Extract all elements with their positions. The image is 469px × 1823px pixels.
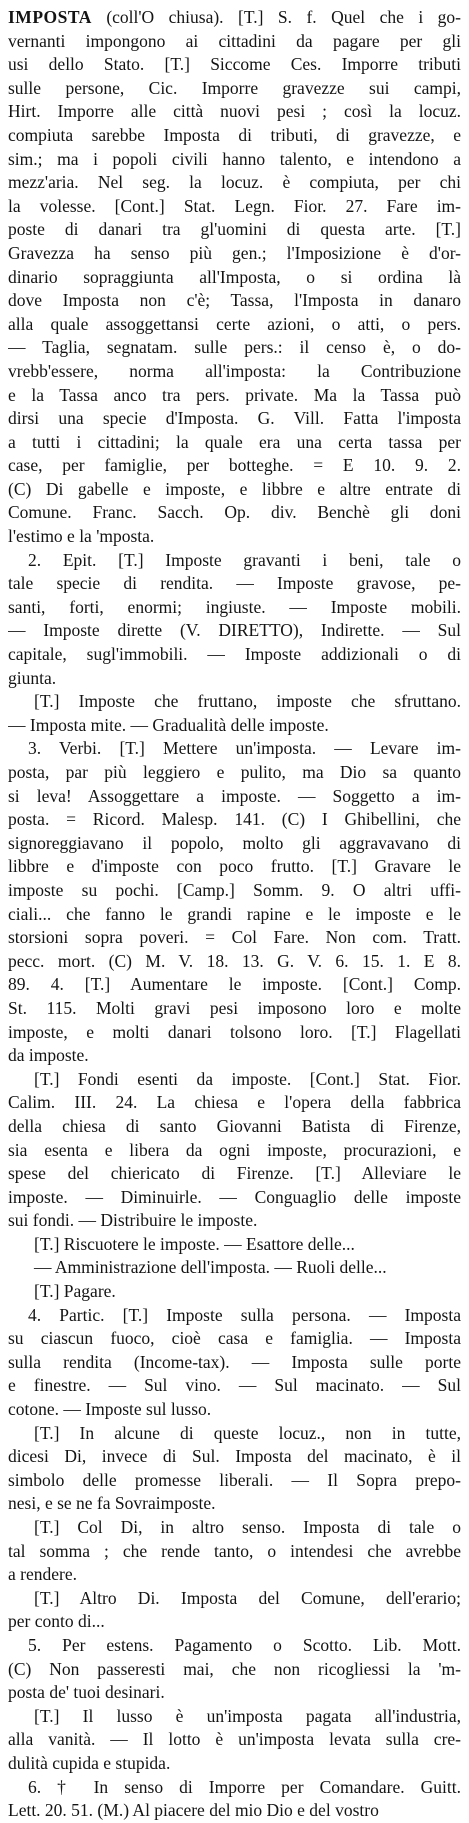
entry-line: santi, forti, enormi; ingiuste. — Imposte mobili.	[8, 596, 461, 617]
entry-line-text: (coll'O chiusa). [T.] S. f. Quel che i go-	[91, 7, 461, 27]
entry-line: su ciascun fuoco, cioè casa e famiglia. — Imposta	[8, 1328, 461, 1349]
entry-line: per conto di...	[8, 1611, 105, 1632]
entry-line: posta de' tuoi desinari.	[8, 1682, 165, 1703]
entry-line: Hirt. Imporre alle città nuovi pesi ; così la locuz.	[8, 101, 461, 122]
entry-line: imposte, e molti danari tolsono loro. [T.] Flagellati	[8, 1021, 461, 1042]
entry-line: dulità cupida e stupida.	[8, 1752, 171, 1773]
entry-line: pecc. mort. (C) M. V. 18. 13. G. V. 6. 15. 1. E 8.	[8, 950, 461, 971]
entry-line: sulle persone, Cic. Imporre gravezze sui campi,	[8, 77, 461, 98]
entry-line: imposte. — Diminuirle. — Conguaglio delle imposte	[8, 1186, 461, 1207]
entry-line: [T.] In alcune di queste locuz., non in tutte,	[34, 1422, 461, 1443]
entry-line: poste di danari tra gl'uomini di questa arte. [T.]	[8, 219, 461, 240]
entry-line: 89. 4. [T.] Aumentare le imposte. [Cont.] Comp.	[8, 974, 461, 995]
entry-line: imposte su pochi. [Camp.] Somm. 9. O altri uffi-	[8, 879, 461, 900]
entry-line: sim.; ma i popoli civili hanno talento, e intendono a	[8, 148, 461, 169]
entry-line: ciali... che fanno le grandi rapine e le imposte e le	[8, 903, 461, 924]
entry-line: — Amministrazione dell'imposta. — Ruoli delle...	[34, 1257, 387, 1278]
entry-line: tale specie di rendita. — Imposte gravose, pe-	[8, 573, 461, 594]
entry-line: Comune. Franc. Sacch. Op. div. Benchè gli doni	[8, 502, 461, 523]
entry-line: (C) Di gabelle e imposte, e libbre e altre entrate di	[8, 478, 461, 499]
entry-line: compiuta sarebbe Imposta di tributi, di gravezze, e	[8, 124, 461, 145]
entry-line: [T.] Fondi esenti da imposte. [Cont.] Stat. Fior.	[34, 1068, 461, 1089]
entry-line: 4. Partic. [T.] Imposte sulla persona. — Imposta	[28, 1304, 461, 1325]
entry-line: spese del chiericato di Firenze. [T.] Alleviare le	[8, 1163, 461, 1184]
entry-line: mezz'aria. Nel seg. la locuz. è compiuta, per chi	[8, 172, 461, 193]
entry-line: [T.] Il lusso è un'imposta pagata all'industria,	[34, 1705, 461, 1726]
dictionary-entry-imposta	[8, 6, 461, 1823]
entry-line: capitale, sugl'immobili. — Imposte addizionali o di	[8, 644, 461, 665]
entry-line: simbolo delle promesse liberali. — Il Sopra prepo-	[8, 1469, 461, 1490]
entry-line: dicesi Di, invece di Sul. Imposta del macinato, è il	[8, 1446, 461, 1467]
entry-line: 2. Epit. [T.] Imposte gravanti i beni, tale o	[28, 549, 461, 570]
entry-line: la volesse. [Cont.] Stat. Legn. Fior. 27. Fare im-	[8, 195, 461, 216]
entry-line: 3. Verbi. [T.] Mettere un'imposta. — Levare im-	[28, 738, 461, 759]
entry-line: dove Imposta non c'è; Tassa, l'Imposta in danaro	[8, 290, 461, 311]
entry-line: St. 115. Molti gravi pesi imposono loro e molte	[8, 997, 461, 1018]
entry-line: (C) Non passeresti mai, che non ricogliessi la 'm-	[8, 1658, 461, 1679]
entry-line: Gravezza ha senso più gen.; l'Imposizione è d'or-	[8, 242, 461, 263]
entry-line: [T.] Col Di, in altro senso. Imposta di tale o	[34, 1517, 461, 1537]
entry-line: da imposte.	[8, 1045, 89, 1066]
entry-line: sia esenta e libera da ogni imposte, procurazioni, e	[8, 1139, 461, 1160]
entry-line: alla vanità. — Il lotto è un'imposta levata sulla cre-	[8, 1729, 461, 1750]
entry-line	[8, 6, 461, 30]
entry-line: posta, par più leggiero e pulito, ma Dio sa quanto	[8, 762, 461, 782]
entry-line: [T.] Imposte che fruttano, imposte che sfruttano.	[34, 691, 461, 712]
entry-line: — Imposte dirette (V. DIRETTO), Indirette. — Sul	[8, 620, 461, 641]
entry-line: Lett. 20. 51. (M.) Al piacere del mio Dio e del vostro	[8, 1800, 379, 1821]
entry-line: case, per famiglie, per botteghe. = E 10. 9. 2.	[8, 455, 461, 476]
entry-line: 5. Per estens. Pagamento o Scotto. Lib. Mott.	[28, 1634, 461, 1655]
entry-line: Calim. III. 24. La chiesa e l'opera della fabbrica	[8, 1092, 461, 1113]
entry-line: — Taglia, segnatam. sulle pers.: il censo è, o do-	[8, 337, 461, 358]
entry-line: storsioni sopra poveri. = Col Fare. Non com. Tratt.	[8, 927, 461, 948]
entry-line: l'estimo e la 'mposta.	[8, 526, 155, 547]
entry-line: si leva! Assoggettare a imposte. — Soggetto a im-	[8, 785, 461, 806]
entry-line: 6. † In senso di Imporre per Comandare. Guitt.	[28, 1776, 461, 1797]
headword: IMPOSTA	[8, 7, 92, 27]
entry-line: dirsi una specie d'Imposta. G. Vill. Fatta l'imposta	[8, 408, 461, 429]
entry-line: sui fondi. — Distribuire le imposte.	[8, 1210, 258, 1231]
entry-line: [T.] Pagare.	[34, 1281, 116, 1302]
entry-line: dinario sopraggiunta all'Imposta, o si ordina là	[8, 266, 461, 287]
entry-line: tal somma ; che rende tanto, o intendesi che avrebbe	[8, 1540, 461, 1561]
entry-line: della chiesa di santo Giovanni Batista di Firenze,	[8, 1115, 461, 1136]
entry-line: posta. = Ricord. Malesp. 141. (C) I Ghibellini, che	[8, 809, 461, 830]
entry-line: nesi, e se ne fa Sovraimposte.	[8, 1493, 216, 1514]
entry-line: e finestre. — Sul vino. — Sul macinato. — Sul	[8, 1375, 461, 1396]
entry-line: signoreggiavano il popolo, molto gli aggravavano di	[8, 832, 461, 853]
entry-line: — Imposta mite. — Gradualità delle imposte.	[8, 714, 329, 735]
entry-line: usi dello Stato. [T.] Siccome Ces. Imporre tributi	[8, 54, 461, 75]
entry-line: a tutti i cittadini; la quale era una certa tassa per	[8, 431, 461, 452]
entry-line: giunta.	[8, 667, 57, 688]
entry-line: alla quale assoggettansi certe azioni, o atti, o pers.	[8, 313, 461, 334]
entry-line: [T.] Altro Di. Imposta del Comune, dell'erario;	[34, 1587, 461, 1608]
entry-line: vrebb'essere, norma all'imposta: la Contribuzione	[8, 360, 461, 381]
entry-line: [T.] Riscuotere le imposte. — Esattore delle...	[34, 1233, 355, 1254]
entry-line: a rendere.	[8, 1564, 77, 1585]
entry-line: sulla rendita (Income-tax). — Imposta sulle porte	[8, 1351, 461, 1372]
entry-line: e la Tassa anco tra pers. private. Ma la Tassa può	[8, 384, 461, 405]
entry-line: vernanti impongono ai cittadini da pagare per gli	[8, 30, 461, 51]
entry-line: libbre e d'imposte con poco frutto. [T.] Gravare le	[8, 856, 461, 877]
entry-line: cotone. — Imposte sul lusso.	[8, 1399, 212, 1420]
